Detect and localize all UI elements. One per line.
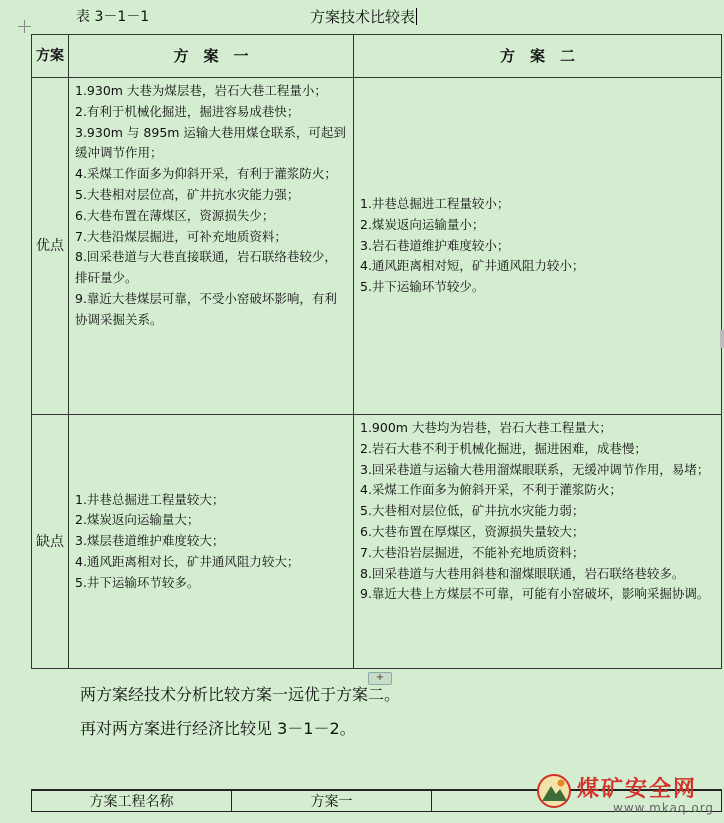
watermark-url: www.mkaq.org: [613, 801, 715, 815]
reference-paragraph: 再对两方案进行经济比较见 3－1－2。: [80, 719, 356, 738]
disadvantages-row: [32, 415, 722, 669]
list-item: 3.930m 与 895m 运输大巷用煤仓联系，可起到缓冲调节作用；: [75, 124, 346, 161]
list-item: 4.通风距离相对短，矿井通风阻力较小；: [360, 258, 585, 274]
list-item: 7.大巷沿岩层掘进，不能补充地质资料；: [360, 544, 585, 560]
scroll-marker[interactable]: [720, 330, 724, 348]
list-item: 5.大巷相对层位高，矿井抗水灾能力强；: [75, 186, 300, 202]
list-item: 4.采煤工作面多为俯斜开采，不利于灌浆防火；: [360, 482, 622, 498]
header-scheme-label: 方案: [32, 35, 69, 78]
table-header-row: [32, 35, 722, 78]
header-scheme-2: 方 案 二: [354, 35, 722, 78]
advantages-scheme-2: [354, 78, 722, 415]
list-item: 8.回采巷道与大巷直接联通，岩石联络巷较少，排矸量少。: [75, 249, 337, 286]
disadvantages-label: 缺点: [32, 415, 69, 669]
list-item: 3.岩石巷道维护难度较小；: [360, 237, 510, 253]
conclusion-paragraph: 两方案经技术分析比较方案一远优于方案二。: [80, 685, 401, 704]
list-item: 2.煤炭返向运输量大；: [75, 512, 200, 528]
econ-header-project-name: 方案工程名称: [32, 790, 232, 812]
table-number: 表 3－1－1: [76, 9, 150, 25]
watermark-text: 煤矿安全网: [577, 776, 698, 802]
advantages-row: [32, 78, 722, 415]
list-item: 8.回采巷道与大巷用斜巷和溜煤眼联通，岩石联络巷较多。: [360, 565, 685, 581]
list-item: 9.靠近大巷上方煤层不可靠，可能有小窑破坏，影响采掘协调。: [360, 586, 710, 602]
list-item: 5.大巷相对层位低，矿井抗水灾能力弱；: [360, 503, 585, 519]
mountain-logo-icon: [537, 774, 571, 808]
list-item: 7.大巷沿煤层掘进，可补充地质资料；: [75, 228, 287, 244]
table-caption: [0, 4, 724, 28]
advantages-label: 优点: [32, 78, 69, 415]
disadvantages-scheme-1: [69, 415, 354, 669]
list-item: 1.900m 大巷均为岩巷，岩石大巷工程量大；: [360, 420, 612, 435]
text-cursor: [416, 8, 417, 25]
list-item: 2.煤炭返向运输量小；: [360, 216, 485, 232]
advantages-scheme-1: [69, 78, 354, 415]
list-item: 5.井下运输环节较少。: [360, 279, 485, 295]
watermark: [535, 770, 724, 823]
list-item: 6.大巷布置在薄煤区，资源损失少；: [75, 207, 275, 223]
technical-comparison-table: [31, 34, 722, 669]
header-scheme-1: 方 案 一: [69, 35, 354, 78]
list-item: 1.930m 大巷为煤层巷，岩石大巷工程量小；: [75, 83, 327, 98]
list-item: 3.煤层巷道维护难度较大；: [75, 533, 225, 549]
table-move-handle-icon[interactable]: [18, 20, 31, 33]
list-item: 4.通风距离相对长，矿井通风阻力较大；: [75, 553, 300, 569]
list-item: 4.采煤工作面多为仰斜开采，有利于灌浆防火；: [75, 166, 337, 182]
list-item: 5.井下运输环节较多。: [75, 574, 200, 590]
list-item: 2.有利于机械化掘进，掘进容易成巷快；: [75, 103, 300, 119]
econ-header-scheme-1: 方案一: [232, 790, 432, 812]
add-row-handle[interactable]: +: [368, 672, 392, 685]
list-item: 9.靠近大巷煤层可靠，不受小窑破坏影响，有利协调采掘关系。: [75, 290, 337, 327]
list-item: 1.井巷总掘进工程量较小；: [360, 196, 510, 211]
list-item: 2.岩石大巷不利于机械化掘进，掘进困难，成巷慢；: [360, 440, 647, 456]
disadvantages-scheme-2: [354, 415, 722, 669]
list-item: 1.井巷总掘进工程量较大；: [75, 491, 225, 507]
list-item: 6.大巷布置在厚煤区，资源损失量较大；: [360, 523, 585, 539]
table-title[interactable]: 方案技术比较表: [310, 8, 416, 26]
list-item: 3.回采巷道与运输大巷用溜煤眼联系，无缓冲调节作用，易堵；: [360, 461, 710, 477]
